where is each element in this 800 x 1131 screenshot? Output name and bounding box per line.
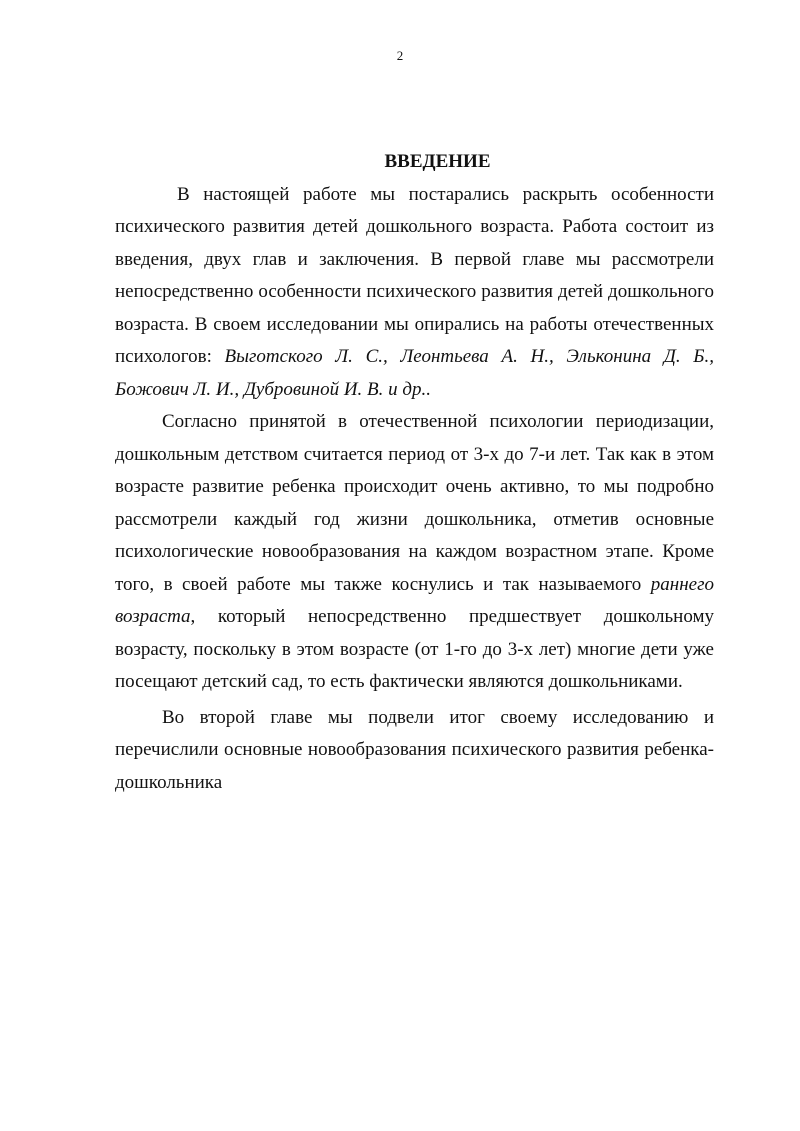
- paragraph-second-chapter-text: Во второй главе мы подвели итог своему исследованию и перечислили основные новообразования психического развития ребенка-дошкольника: [115, 706, 714, 793]
- paragraph-intro: [115, 179, 714, 407]
- emphasized-term: раннего возраста: [115, 573, 714, 627]
- paragraph-periodization-text: Согласно принятой в отечественной психологии периодизации, дошкольным детством считается период от 3-х до 7-и лет. Так как в этом возрасте развитие ребенка происходит очень активно, то мы подробно рассмотрели каждый год жизни дошкольника, отметив основные психологические новообразования на каждом возрастном этапе. Кроме того, в своей работе мы также коснулись и так называемого: [115, 411, 714, 595]
- section-title: ВВЕДЕНИЕ: [384, 151, 491, 172]
- cited-authors: Выготского Л. С., Леонтьева А. Н., Эльконина Д. Б., Божович Л. И., Дубровиной И. В. и др..: [115, 346, 714, 400]
- page-content: [115, 146, 714, 799]
- paragraph-periodization: [115, 406, 714, 699]
- paragraph-periodization-text-end: , который непосредственно предшествует дошкольному возрасту, поскольку в этом возрасте (от 1-го до 3-х лет) многие дети уже посещают детский сад, то есть фактически являются дошкольниками.: [115, 606, 714, 692]
- page-number: 2: [396, 48, 404, 63]
- paragraph-intro-text: В настоящей работе мы постарались раскрыть особенности психического развития детей дошкольного возраста. Работа состоит из введения, двух глав и заключения. В первой главе мы рассмотрели непосредственно особенности психического развития детей дошкольного возраста. В своем исследовании мы опирались на работы отечественных психологов:: [115, 183, 714, 367]
- paragraph-second-chapter: [115, 702, 714, 800]
